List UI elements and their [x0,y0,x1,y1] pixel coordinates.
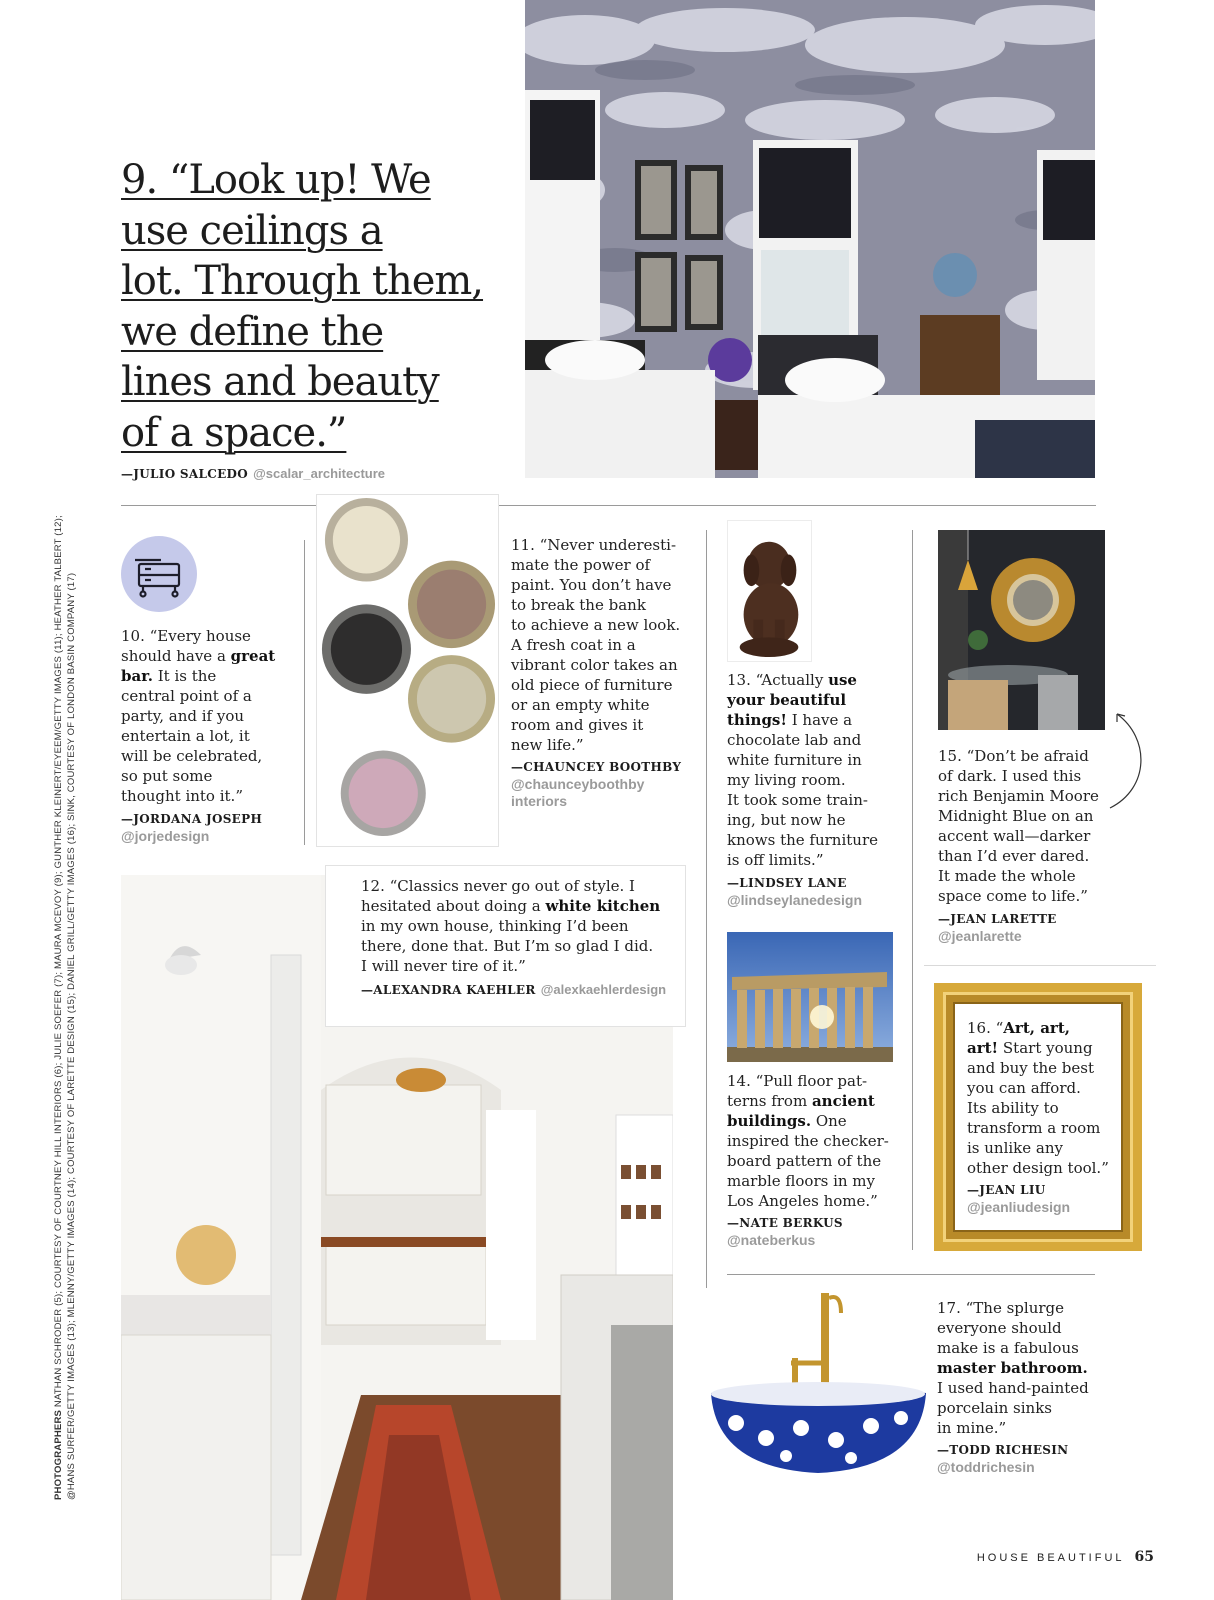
chocolate-lab-photo [727,520,812,662]
tip-9-attribution [121,463,385,482]
tip-13-author: —LINDSEY LANE [727,876,847,890]
section-divider [727,1274,1095,1275]
credits-label: PHOTOGRAPHERS [53,1409,64,1500]
tip-17-author: —TODD RICHESIN [937,1443,1069,1457]
bedroom-cloud-wallpaper-photo [525,0,1095,478]
tip-16-text: 16. “Art, art, art! Start young and buy the best you can afford. Its ability to transform a room is unlike any other design tool.” [967,1019,1109,1177]
tip-14-text: 14. “Pull floor pat- terns from ancient buildings. One inspired the checker- board pattern of the marble floors in my Los Angeles home.” [727,1072,889,1210]
tip-17-text: 17. “The splurge everyone should make is a fabulous master bathroom. I used hand-painted porcelain sinks in mine.” [937,1299,1089,1437]
tip-14-handle[interactable]: @nateberkus [727,1232,816,1248]
credits-line-2: @HANS SURFER/GETTY IMAGES (13); MLENNY/GETTY IMAGES (14); COURTESY OF LARETTE DESIGN (15); DANIEL GRILL/GETTY IMAGES (16); SINK, COURTESY OF LONDON BASIN COMPANY (17) [66,572,77,1500]
tip-16-author: —JEAN LIU [967,1183,1046,1197]
tip-9-headline [121,155,501,458]
headline-line: 9. “Look up! We [121,157,431,203]
ancient-temple-photo [727,932,893,1062]
tip-9-author: —JULIO SALCEDO [121,467,248,481]
magazine-name: HOUSE BEAUTIFUL [976,1552,1125,1564]
tip-17-handle[interactable]: @toddrichesin [937,1459,1035,1475]
tip-13-handle[interactable]: @lindseylanedesign [727,892,863,908]
section-divider [924,965,1156,966]
tip-15-handle[interactable]: @jeanlarette [938,928,1022,944]
column-divider [304,540,305,845]
headline-line: lines and beauty [121,359,439,405]
tip-15-author: —JEAN LARETTE [938,912,1057,926]
credits-line-1: NATHAN SCHRODER (5); COURTESY OF COURTNEY HILL INTERIORS (6); JULIE SOEFER (7); MAURA MCEVOY (9); GUNTHER KLEINERT/EYEEM/GETTY IMAGES (11); HEATHER TALBERT (12); [53,515,64,1408]
page-number: 65 [1134,1549,1154,1565]
tip-11-handle[interactable]: @chaunceyboothby interiors [511,776,645,809]
tip-15-text: 15. “Don’t be afraid of dark. I used this rich Benjamin Moore Midnight Blue on an accent wall—darker than I’d ever dared. It made the whole space come to life.” [938,747,1099,905]
tip-12-author: —ALEXANDRA KAEHLER [361,983,536,997]
headline-line: of a space.” [121,409,347,456]
tip-11-text: 11. “Never underesti- mate the power of paint. You don’t have to break the bank to achieve a new look. A fresh coat in a vibrant color takes an old piece of furniture or an empty white room and gives it new life.” [511,536,681,754]
tip-16-handle[interactable]: @jeanliudesign [967,1199,1071,1215]
tip-14-author: —NATE BERKUS [727,1216,843,1230]
photo-credits [52,440,78,1500]
tip-10-handle[interactable]: @jorjedesign [121,828,210,844]
section-divider [121,505,1096,506]
headline-line: we define the [121,308,384,355]
headline-line: use ceilings a [121,207,383,254]
tip-10-author: —JORDANA JOSEPH [121,812,263,826]
dark-dining-room-photo [938,530,1105,730]
tip-12-text: 12. “Classics never go out of style. I hesitated about doing a white kitchen in my own house, thinking I’d been there, done that. But I’m so glad I did. I will never tire of it.” [361,877,661,975]
tip-11-author: —CHAUNCEY BOOTHBY [511,760,682,774]
paint-cans-photo [316,494,499,847]
headline-line: lot. Through them, [121,258,484,304]
tip-10-text: 10. “Every house should have a great bar. It is the central point of a party, and if you entertain a lot, it will be celebrated, so put some thought into it.” [121,627,276,805]
tip-13-text: 13. “Actually use your beautiful things! I have a chocolate lab and white furniture in my living room. It took some train- ing, but now he knows the furniture is off limits.” [727,671,878,869]
column-divider [912,530,913,1250]
tip-9-handle[interactable]: @scalar_architecture [253,466,386,481]
tip-12-attribution [361,979,666,998]
bar-cart-icon [121,536,197,612]
page-footer [977,1549,1154,1565]
porcelain-sink-photo [706,1288,931,1478]
tip-12-handle[interactable]: @alexkaehlerdesign [540,982,667,997]
